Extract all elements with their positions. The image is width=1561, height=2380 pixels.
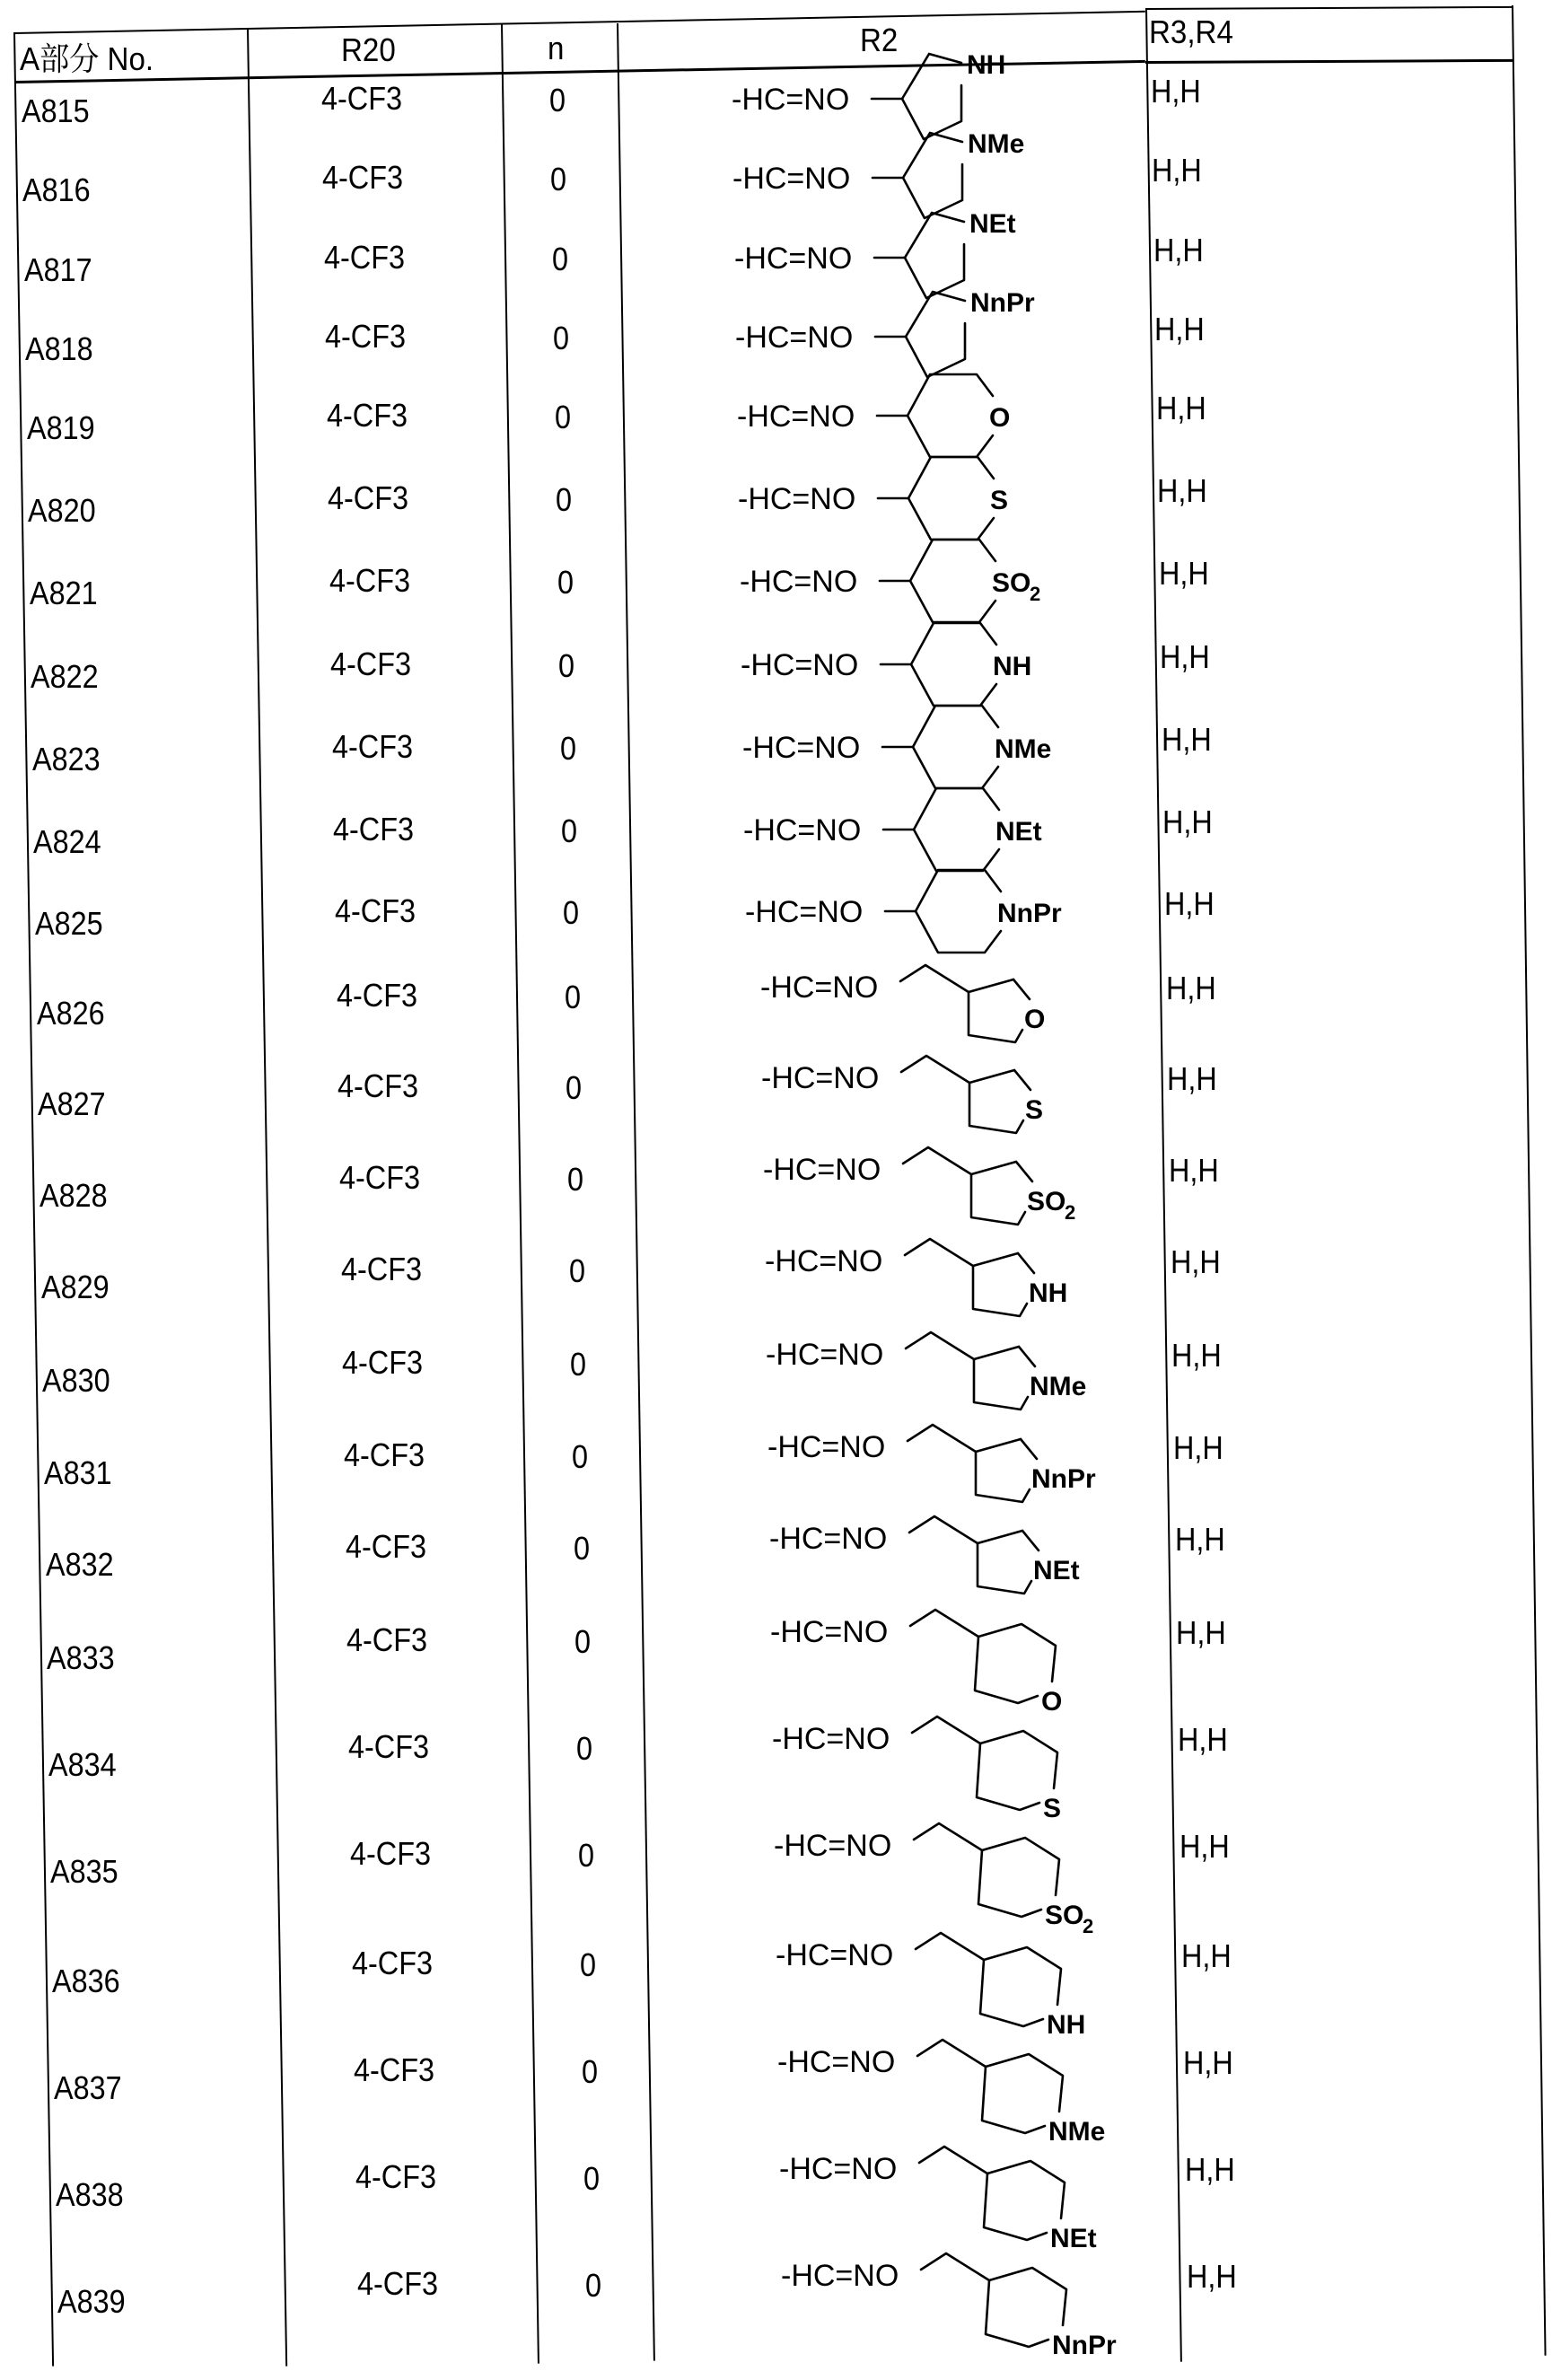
svg-text:NnPr: NnPr	[1031, 1464, 1096, 1494]
cell-n: 0	[561, 812, 578, 849]
svg-text:-HC=NO: -HC=NO	[777, 2045, 896, 2079]
cell-a-no: A837	[54, 2069, 122, 2106]
cell-a-no: A816	[22, 171, 91, 208]
cell-n: 0	[583, 2160, 601, 2197]
cell-n: 0	[553, 320, 570, 356]
cell-r20: 4-CF3	[346, 1528, 427, 1565]
cell-a-no: A830	[42, 1362, 110, 1399]
cell-a-no: A819	[27, 409, 95, 446]
cell-a-no: A827	[38, 1085, 106, 1122]
svg-text:-HC=NO: -HC=NO	[732, 162, 851, 196]
cell-r3r4: H,H	[1178, 1721, 1228, 1758]
r2-structure-drawing	[781, 2239, 1158, 2374]
cell-r3r4: H,H	[1169, 1152, 1219, 1189]
cell-r3r4: H,H	[1185, 2151, 1235, 2188]
svg-text:-HC=NO: -HC=NO	[734, 242, 853, 276]
cell-n: 0	[570, 1346, 587, 1383]
svg-text:-HC=NO: -HC=NO	[745, 895, 864, 929]
header-top-border-r3r4	[1145, 6, 1513, 10]
svg-text:NnPr: NnPr	[1052, 2331, 1117, 2360]
svg-text:NEt: NEt	[969, 209, 1016, 239]
svg-text:NMe: NMe	[1030, 1372, 1087, 1401]
cell-n: 0	[557, 564, 574, 601]
cell-n: 0	[580, 1946, 597, 1983]
cell-a-no: A839	[57, 2283, 126, 2320]
svg-text:-HC=NO: -HC=NO	[769, 1522, 888, 1556]
cell-r20: 4-CF3	[346, 1621, 428, 1658]
svg-text:-HC=NO: -HC=NO	[740, 565, 858, 599]
header-bottom-border-r3r4	[1145, 59, 1513, 64]
cell-r3r4: H,H	[1159, 555, 1209, 592]
cell-r3r4: H,H	[1171, 1337, 1222, 1374]
svg-text:NMe: NMe	[968, 129, 1025, 159]
cell-r20: 4-CF3	[342, 1344, 424, 1381]
svg-text:-HC=NO: -HC=NO	[735, 321, 854, 355]
cell-n: 0	[567, 1161, 584, 1198]
cell-r20: 4-CF3	[327, 397, 408, 434]
header-r20: R20	[341, 31, 396, 68]
cell-r20: 4-CF3	[354, 2051, 435, 2088]
cell-n: 0	[556, 481, 573, 518]
cell-r20: 4-CF3	[333, 811, 415, 847]
svg-text:NH: NH	[967, 50, 1006, 80]
cell-a-no: A832	[46, 1546, 114, 1583]
cell-a-no: A821	[30, 575, 98, 611]
cell-n: 0	[565, 979, 582, 1015]
cell-a-no: A818	[25, 330, 93, 367]
cell-n: 0	[578, 1837, 595, 1874]
cell-n: 0	[563, 894, 580, 931]
svg-text:2: 2	[1065, 1201, 1076, 1224]
cell-n: 0	[558, 647, 575, 684]
svg-text:S: S	[1025, 1095, 1044, 1125]
cell-r20: 4-CF3	[352, 1945, 434, 1981]
cell-a-no: A823	[32, 741, 101, 777]
svg-text:-HC=NO: -HC=NO	[776, 1938, 894, 1972]
cell-n: 0	[582, 2053, 599, 2090]
svg-text:SO: SO	[1045, 1901, 1084, 1930]
cell-a-no: A824	[33, 823, 101, 860]
cell-r20: 4-CF3	[348, 1728, 430, 1765]
column-divider-3	[617, 23, 655, 2361]
svg-text:NMe: NMe	[995, 734, 1052, 764]
cell-r20: 4-CF3	[321, 80, 403, 117]
cell-r20: 4-CF3	[332, 728, 414, 765]
svg-text:O: O	[1041, 1687, 1063, 1717]
cell-r20: 4-CF3	[330, 645, 412, 682]
svg-text:O: O	[1024, 1005, 1046, 1034]
svg-text:-HC=NO: -HC=NO	[774, 1829, 892, 1863]
cell-r3r4: H,H	[1171, 1243, 1221, 1280]
svg-text:-HC=NO: -HC=NO	[765, 1244, 883, 1278]
svg-text:-HC=NO: -HC=NO	[737, 400, 855, 434]
svg-text:-HC=NO: -HC=NO	[763, 1153, 881, 1187]
cell-r20: 4-CF3	[350, 1835, 432, 1872]
svg-text:-HC=NO: -HC=NO	[770, 1615, 889, 1649]
cell-r3r4: H,H	[1180, 1828, 1230, 1865]
cell-r3r4: H,H	[1176, 1614, 1226, 1651]
cell-r20: 4-CF3	[339, 1159, 421, 1196]
cell-r20: 4-CF3	[341, 1251, 423, 1287]
cell-r3r4: H,H	[1156, 390, 1206, 426]
cell-n: 0	[576, 1730, 593, 1767]
header-a-no: A部分 No.	[20, 40, 154, 77]
cell-r20: 4-CF3	[338, 1067, 419, 1104]
svg-text:NH: NH	[1047, 2010, 1086, 2040]
cell-a-no: A817	[24, 251, 92, 288]
cell-r3r4: H,H	[1166, 970, 1216, 1006]
header-r2: R2	[860, 22, 899, 58]
cell-r20: 4-CF3	[335, 892, 417, 929]
svg-text:S: S	[990, 486, 1009, 515]
cell-r3r4: H,H	[1164, 885, 1215, 922]
cell-r20: 4-CF3	[357, 2265, 439, 2302]
header-top-border	[14, 11, 1145, 34]
cell-a-no: A838	[56, 2176, 124, 2213]
svg-text:-HC=NO: -HC=NO	[732, 83, 850, 117]
cell-n: 0	[550, 161, 567, 198]
cell-n: 0	[574, 1623, 592, 1660]
cell-a-no: A828	[39, 1177, 108, 1214]
svg-text:-HC=NO: -HC=NO	[760, 970, 879, 1005]
cell-r2	[781, 2239, 1158, 2378]
cell-n: 0	[574, 1530, 591, 1567]
svg-text:-HC=NO: -HC=NO	[743, 813, 862, 847]
cell-a-no: A833	[47, 1639, 115, 1676]
cell-a-no: A826	[37, 995, 105, 1032]
cell-r3r4: H,H	[1183, 2044, 1233, 2081]
svg-text:-HC=NO: -HC=NO	[781, 2259, 899, 2293]
svg-text:NnPr: NnPr	[997, 899, 1062, 928]
cell-r3r4: H,H	[1154, 311, 1205, 347]
cell-r3r4: H,H	[1153, 232, 1204, 268]
table-right-border	[1512, 5, 1547, 2356]
cell-n: 0	[572, 1438, 589, 1475]
cell-a-no: A815	[22, 92, 90, 129]
cell-a-no: A836	[52, 1963, 120, 1999]
cell-r20: 4-CF3	[355, 2158, 437, 2195]
cell-r3r4: H,H	[1157, 472, 1207, 509]
cell-r3r4: H,H	[1181, 1937, 1232, 1974]
cell-n: 0	[585, 2267, 602, 2304]
cell-a-no: A829	[41, 1269, 110, 1305]
svg-text:-HC=NO: -HC=NO	[772, 1722, 890, 1756]
svg-text:-HC=NO: -HC=NO	[779, 2152, 898, 2186]
svg-text:-HC=NO: -HC=NO	[761, 1061, 880, 1095]
cell-r3r4: H,H	[1187, 2258, 1237, 2295]
svg-text:NnPr: NnPr	[970, 288, 1035, 318]
svg-text:NEt: NEt	[995, 817, 1042, 847]
cell-r3r4: H,H	[1152, 152, 1202, 189]
cell-n: 0	[566, 1069, 583, 1106]
svg-text:O: O	[989, 403, 1011, 433]
column-divider-1	[247, 29, 287, 2367]
cell-r20: 4-CF3	[329, 562, 411, 599]
cell-a-no: A822	[31, 658, 99, 695]
cell-a-no: A834	[48, 1746, 117, 1783]
cell-r3r4: H,H	[1151, 73, 1201, 110]
svg-text:S: S	[1043, 1794, 1062, 1823]
cell-r20: 4-CF3	[325, 318, 407, 355]
svg-text:NEt: NEt	[1050, 2224, 1097, 2253]
svg-text:-HC=NO: -HC=NO	[738, 482, 856, 516]
cell-a-no: A820	[28, 492, 96, 529]
cell-r3r4: H,H	[1173, 1429, 1223, 1466]
svg-text:-HC=NO: -HC=NO	[766, 1338, 884, 1372]
cell-r20: 4-CF3	[322, 159, 404, 196]
svg-text:-HC=NO: -HC=NO	[767, 1430, 886, 1464]
svg-text:NMe: NMe	[1048, 2117, 1106, 2147]
cell-r3r4: H,H	[1160, 638, 1210, 675]
svg-text:SO: SO	[1027, 1187, 1066, 1216]
header-n: n	[548, 30, 565, 66]
svg-text:NH: NH	[1029, 1278, 1068, 1308]
cell-n: 0	[560, 730, 577, 767]
cell-n: 0	[569, 1252, 586, 1289]
svg-text:2: 2	[1030, 583, 1041, 605]
svg-text:SO: SO	[992, 568, 1031, 598]
column-divider-2	[501, 24, 539, 2364]
svg-text:2: 2	[1083, 1915, 1094, 1937]
cell-r3r4: H,H	[1162, 721, 1212, 758]
svg-text:-HC=NO: -HC=NO	[741, 648, 859, 682]
cell-r3r4: H,H	[1167, 1060, 1217, 1097]
cell-r20: 4-CF3	[337, 977, 418, 1014]
cell-r20: 4-CF3	[344, 1436, 425, 1473]
header-r3r4: R3,R4	[1149, 13, 1233, 50]
cell-n: 0	[552, 241, 569, 277]
cell-a-no: A835	[50, 1853, 118, 1890]
cell-r20: 4-CF3	[328, 479, 409, 516]
svg-text:NH: NH	[993, 652, 1032, 681]
cell-r3r4: H,H	[1175, 1521, 1225, 1558]
cell-r20: 4-CF3	[324, 239, 406, 276]
svg-text:NEt: NEt	[1033, 1556, 1080, 1585]
cell-a-no: A825	[35, 905, 103, 942]
cell-a-no: A831	[44, 1454, 112, 1491]
svg-text:-HC=NO: -HC=NO	[742, 731, 861, 765]
cell-n: 0	[549, 82, 566, 119]
cell-n: 0	[555, 399, 572, 435]
cell-r3r4: H,H	[1162, 804, 1213, 840]
